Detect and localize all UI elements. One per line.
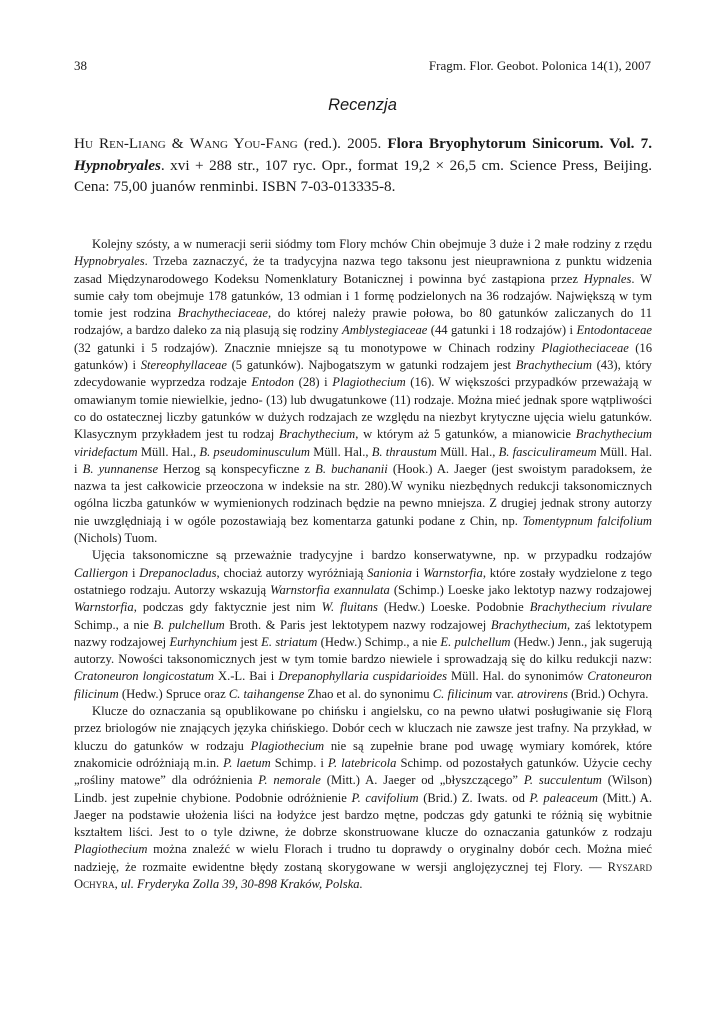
italic-text-segment: P. succulentum	[523, 773, 602, 788]
italic-text-segment: Hypnales	[583, 271, 632, 286]
text-segment: jest	[237, 634, 262, 649]
italic-text-segment: Brachythecium rivulare	[529, 600, 652, 615]
book-citation	[74, 133, 652, 198]
italic-text-segment: Brachythecium	[490, 617, 568, 632]
text-segment: (Hedw.) Schimp., a nie	[317, 634, 441, 649]
italic-text-segment: Warnstorfia exannulata	[270, 582, 390, 597]
italic-text-segment: Eurhynchium	[169, 634, 238, 649]
italic-text-segment: Hypnobryales	[74, 254, 145, 269]
italic-text-segment: C. taihangense	[228, 686, 305, 701]
text-segment: (Nichols) Tuom.	[74, 531, 158, 546]
text-segment: &	[165, 135, 190, 152]
text-segment: , do której należy prawie połowa, bo 80 gatunków zaliczanych do 11 rodzajów, a bardzo daleko za nią plasują się rodziny	[74, 306, 652, 338]
text-segment: . W sumie cały tom obejmuje 178 gatunków, 13 odmian i 1 formę podzielonych na 36 rodzajów. Największą w tym tomie jest rodzina	[74, 271, 652, 321]
italic-text-segment: Plagiotheciaceae	[541, 340, 629, 355]
text-segment: Hu Ren-Liang	[74, 135, 166, 152]
italic-text-segment: Brachythecium	[278, 427, 356, 442]
italic-text-segment: Drepanocladus	[139, 565, 217, 580]
text-segment: nie są zupełnie brane pod uwagę wymiary komórek, które znakomicie odróżniają m.in.	[74, 738, 653, 770]
text-segment: var.	[492, 686, 518, 701]
text-segment: i	[128, 565, 140, 580]
italic-text-segment: B. yunnanense	[82, 461, 159, 476]
italic-text-segment: B. buchananii	[315, 461, 388, 476]
italic-text-segment: Tomentypnum falcifolium	[522, 513, 652, 528]
text-segment: , podczas gdy faktycznie jest nim	[133, 600, 322, 615]
text-segment: (43), który zdecydowanie wyprzedza rodzaje	[74, 358, 652, 390]
text-segment: Müll. Hal.,	[137, 444, 200, 459]
italic-text-segment: E. pulchellum	[440, 634, 511, 649]
italic-text-segment: B. thraustum	[371, 444, 437, 459]
italic-text-segment: W. fluitans	[321, 600, 378, 615]
italic-text-segment: C. filicinum	[432, 686, 493, 701]
italic-text-segment: P. cavifolium	[351, 790, 419, 805]
text-segment: . Trzeba zaznaczyć, że ta tradycyjna nazwa tego taksonu jest nieuprawniona z punktu widzenia zasad Międzynarodowego Kodeksu Nomenklatury Botanicznej i powinna być zastąpiona przez	[74, 254, 652, 286]
italic-text-segment: Plagiothecium	[250, 738, 325, 753]
italic-text-segment: Warnstorfia	[423, 565, 483, 580]
italic-text-segment: Brachythecium viridefactum	[74, 427, 653, 459]
text-segment: , w którym aż 5 gatunków, a mianowicie	[355, 427, 576, 442]
text-segment: (44 gatunki i 18 rodzajów) i	[427, 323, 577, 338]
text-segment: i	[411, 565, 424, 580]
text-segment: Flora Bryophytorum Sinicorum. Vol. 7.	[387, 135, 652, 152]
text-segment: Müll. Hal.,	[436, 444, 499, 459]
body-paragraph	[74, 547, 652, 703]
italic-text-segment: Amblystegiaceae	[342, 323, 428, 338]
text-segment: Ujęcia taksonomiczne są przeważnie tradycyjne i bardzo konserwatywne, np. w przypadku rodzajów	[92, 548, 652, 563]
italic-text-segment: Calliergon	[74, 565, 129, 580]
text-segment: . xvi + 288 str., 107 ryc. Opr., format 19,2 × 26,5 cm. Science Press, Beijing. Cena: 75,00 juanów renminbi. ISBN 7-03-013335-8.	[74, 156, 652, 196]
body-paragraph	[74, 236, 652, 547]
italic-text-segment: Plagiothecium	[332, 375, 406, 390]
review-body	[74, 236, 652, 893]
text-segment: (Hedw.) Loeske. Podobnie	[377, 600, 530, 615]
italic-text-segment: P. latebricola	[327, 755, 397, 770]
italic-text-segment: Brachythecium	[515, 358, 592, 373]
italic-text-segment: Stereophyllaceae	[140, 358, 227, 373]
text-segment: Wang You-Fang	[189, 135, 298, 152]
text-segment: (Mitt.) A. Jaeger od „błyszczącego”	[320, 773, 524, 788]
italic-text-segment: E. striatum	[261, 634, 318, 649]
section-title: Recenzja	[328, 96, 397, 114]
text-segment: Klucze do oznaczania są opublikowane po chińsku i angielsku, co na pewno ułatwi posługiwanie się Florą przez briologów nie znających języka chińskiego. Dobór cech w kluczach nie zawsze jest trafny. Na przykład, w kluczu do gatunków w rodzaju	[74, 704, 652, 753]
body-paragraph	[74, 703, 652, 893]
text-segment: Müll. Hal. i	[74, 444, 652, 476]
text-segment: (Hedw.) Spruce oraz	[118, 686, 229, 701]
text-segment: Herzog są konspecyficzne z	[158, 461, 316, 476]
text-segment: Schimp., a nie	[74, 617, 154, 632]
text-segment: (Wilson) Lindb. jest zupełnie chybione. Podobnie odróżnienie	[74, 773, 653, 805]
text-segment: , chociaż autorzy wyróżniają	[216, 565, 368, 580]
text-segment: Schimp. od pozostałych gatunków. Użycie cechy „rośliny matowe” dla odróżnienia	[74, 755, 652, 788]
text-segment: Hypnobryales	[74, 156, 161, 174]
italic-text-segment: P. laetum	[223, 755, 271, 770]
text-segment: (16). W większości przypadków przeważają w omawianym tomie niewielkie, jedno- (13) lub dwugatunkowe (11) rodzaje. Można mieć jednak spore wątpliwości co do ostatecznej liczby gatunków w dużych rodzajach ze względu na niezbyt krytyczne ujęcia wielu gatunków. Klasycznym przykładem jest tu rodzaj	[74, 375, 652, 442]
text-segment: Zhao et al. do synonimu	[304, 686, 433, 701]
text-segment: (5 gatunków). Najbogatszym w gatunki rodzajem jest	[226, 358, 516, 373]
journal-citation: Fragm. Flor. Geobot. Polonica 14(1), 2007	[428, 58, 651, 73]
text-segment: (Brid.) Z. Iwats. od	[418, 790, 530, 805]
italic-text-segment: Warnstorfia	[74, 600, 134, 615]
text-segment: Müll. Hal.,	[309, 444, 372, 459]
text-segment: Kolejny szósty, a w numeracji serii siódmy tom Flory mchów Chin obejmuje 3 duże i 2 małe rodziny z rzędu	[92, 237, 652, 251]
text-segment: Schimp. i	[270, 755, 328, 770]
italic-text-segment: B. pulchellum	[153, 617, 225, 632]
italic-text-segment: B. fasciculirameum	[498, 444, 597, 459]
italic-text-segment: Cratoneuron longicostatum	[74, 669, 214, 684]
italic-text-segment: Entodon	[251, 375, 295, 390]
text-segment: (Brid.) Ochyra.	[567, 686, 649, 701]
italic-text-segment: Brachytheciaceae	[177, 306, 268, 321]
text-segment: (red.). 2005.	[297, 135, 388, 152]
text-segment: można znaleźć w wielu Florach i trudno tu doprawdy o oryginalny dobór cech. Można mieć nadzieję, że rozmaite ewidentne błędy zostaną skorygowane w wersji anglojęzycznej tej Flory. —	[74, 842, 652, 874]
text-segment: (Hedw.) Jenn., jak sugerują autorzy. Nowości taksonomicznych jest w tym tomie bardzo niewiele i sprowadzają się do kilku redukcji nazw:	[74, 634, 652, 667]
text-segment: (28) i	[294, 375, 333, 390]
text-segment: (Mitt.) A. Jaeger na podstawie ułożenia liści na łodyżce jest bardzo mętne, podczas gdy gatunki te różnią się wybitnie kształtem liści. Jest to o tyle dziwne, że dobrze skonstruowane klucze do oznaczania gatunków z rodzaju	[74, 790, 653, 840]
italic-text-segment: atrovirens	[517, 686, 568, 701]
italic-text-segment: B. pseudominusculum	[199, 444, 310, 459]
text-segment: Müll. Hal. do synonimów	[446, 669, 588, 684]
italic-text-segment: Plagiothecium	[74, 842, 148, 857]
italic-text-segment: Entodontaceae	[576, 323, 652, 338]
text-segment: Ryszard Ochyra	[74, 859, 652, 891]
text-segment: , zaś lektotypem nazwy rodzajowej	[74, 617, 653, 649]
italic-text-segment: P. nemorale	[258, 773, 321, 788]
italic-text-segment: P. paleaceum	[529, 790, 598, 805]
text-segment: Broth. & Paris jest lektotypem nazwy rodzajowej	[224, 617, 491, 632]
text-segment: (Schimp.) Loeske jako lektotyp nazwy rodzajowej	[389, 582, 652, 597]
italic-text-segment: Cratoneuron filicinum	[74, 669, 652, 701]
italic-text-segment: ul. Fryderyka Zolla 39, 30-898 Kraków, Polska.	[120, 876, 363, 891]
italic-text-segment: Drepanophyllaria cuspidarioides	[278, 669, 447, 684]
text-segment: (Hook.) A. Jaeger (jest swoistym paradoksem, że nazwa ta jest całkowicie przeoczona w indeksie na str. 280).W wyniku niezbędnych redukcji taksonomicznych ogólna liczba gatunków w wymienionych rodzinach będzie na pewno mniejsza. Z drugiej jednak strony autorzy nie uwzględniają i w ogóle pozostawiają bez komentarza gatunki podane z Chin, np.	[74, 461, 652, 528]
text-segment: X.-L. Bai i	[213, 669, 279, 684]
italic-text-segment: Sanionia	[367, 565, 412, 580]
text-segment: ,	[114, 876, 121, 891]
running-header	[74, 58, 651, 74]
page-number: 38	[74, 58, 87, 73]
text-segment: (16 gatunków) i	[74, 340, 653, 373]
text-segment: , które zostały wydzielone z tego ostatniego rodzaju. Autorzy wskazują	[74, 565, 653, 597]
text-segment: (32 gatunki i 5 rodzajów). Znacznie mniejsze są tu monotypowe w Chinach rodziny	[74, 340, 542, 355]
